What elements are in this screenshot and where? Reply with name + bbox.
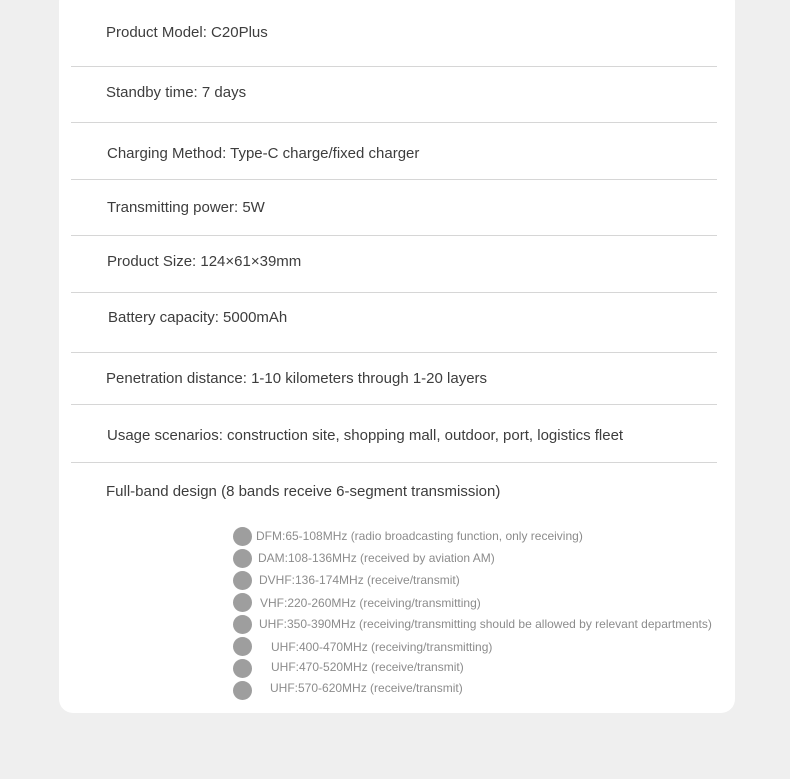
divider (71, 292, 717, 293)
spec-product-size: Product Size: 124×61×39mm (107, 253, 302, 270)
band-item (233, 593, 733, 613)
bullet-dot-icon (233, 571, 252, 590)
band-item (233, 527, 733, 547)
divider (71, 404, 717, 405)
spec-battery-capacity: Battery capacity: 5000mAh (108, 309, 288, 326)
divider (71, 66, 717, 67)
bullet-dot-icon (233, 681, 252, 700)
bullet-dot-icon (233, 659, 252, 678)
spec-charging-method: Charging Method: Type-C charge/fixed charger (107, 145, 420, 162)
band-item (233, 681, 733, 701)
band-item (233, 615, 733, 635)
divider (71, 179, 717, 180)
bullet-dot-icon (233, 527, 252, 546)
band-label: UHF:470-520MHz (receive/transmit) (271, 660, 464, 674)
spec-product-model: Product Model: C20Plus (106, 24, 268, 41)
band-label: UHF:350-390MHz (receiving/transmitting should be allowed by relevant departments) (259, 617, 712, 631)
band-label: DFM:65-108MHz (radio broadcasting function, only receiving) (256, 529, 583, 543)
band-label: DVHF:136-174MHz (receive/transmit) (259, 573, 460, 587)
band-item (233, 549, 733, 569)
band-label: UHF:570-620MHz (receive/transmit) (270, 681, 463, 695)
bullet-dot-icon (233, 549, 252, 568)
bullet-dot-icon (233, 593, 252, 612)
bullet-dot-icon (233, 615, 252, 634)
band-label: UHF:400-470MHz (receiving/transmitting) (271, 640, 493, 654)
bullet-dot-icon (233, 637, 252, 656)
spec-full-band-design: Full-band design (8 bands receive 6-segment transmission) (106, 483, 501, 500)
divider (71, 235, 717, 236)
spec-penetration-distance: Penetration distance: 1-10 kilometers through 1-20 layers (106, 370, 488, 387)
spec-usage-scenarios: Usage scenarios: construction site, shopping mall, outdoor, port, logistics fleet (107, 427, 624, 444)
divider (71, 122, 717, 123)
band-label: VHF:220-260MHz (receiving/transmitting) (260, 596, 481, 610)
band-label: DAM:108-136MHz (received by aviation AM) (258, 551, 495, 565)
band-item (233, 637, 733, 657)
divider (71, 352, 717, 353)
spec-standby-time: Standby time: 7 days (106, 84, 247, 101)
divider (71, 462, 717, 463)
band-item (233, 571, 733, 591)
band-item (233, 659, 733, 679)
spec-transmitting-power: Transmitting power: 5W (107, 199, 265, 216)
